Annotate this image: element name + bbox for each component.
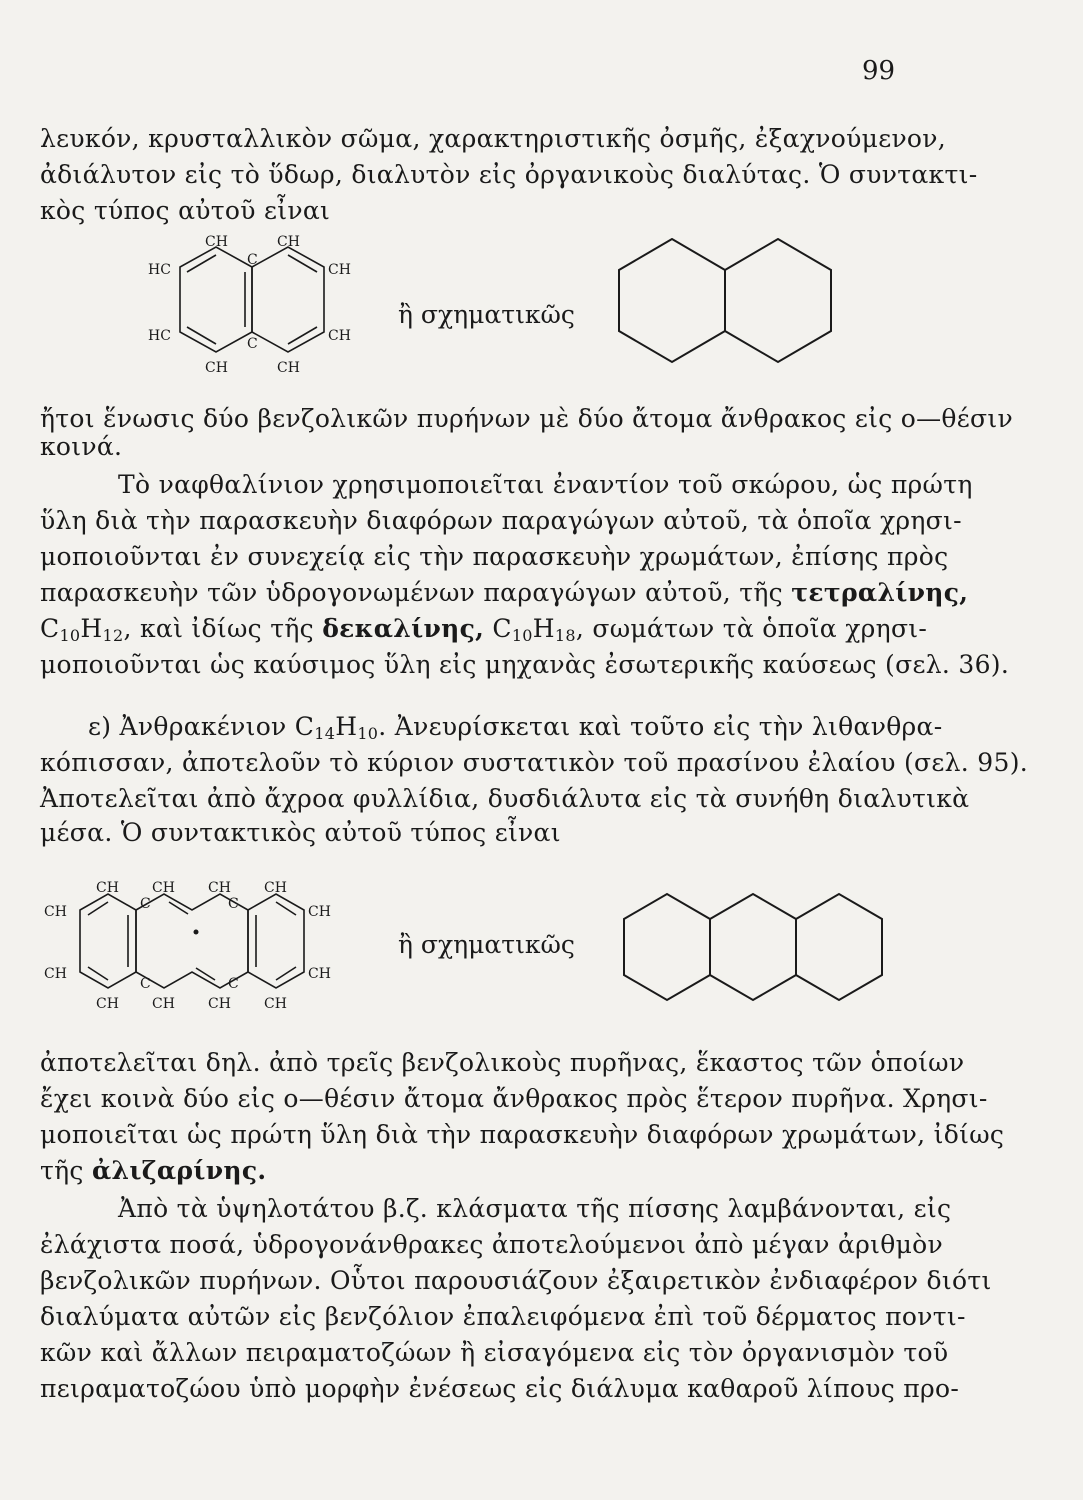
text-span: , σωμάτων τὰ ὁποῖα χρησι- [575, 614, 928, 643]
text-span: ἀδιάλυτον εἰς τὸ ὕδωρ, διαλυτὸν εἰς ὀργανικοὺς διαλύτας. Ὁ συντακτι- [40, 160, 978, 189]
schematic-label: ἢ σχηματικῶς [398, 930, 575, 959]
text-span: C [492, 614, 512, 643]
text-span: λευκόν, κρυσταλλικὸν σῶμα, χαρακτηριστικῆς ὀσμῆς, ἐξαχνούμενον, [40, 124, 947, 153]
text-span: βενζολικῶν πυρήνων. Οὗτοι παρουσιάζουν ἐξαιρετικὸν ἐνδιαφέρον διότι [40, 1266, 992, 1295]
text-line [40, 1048, 1040, 1077]
text-line [40, 196, 1040, 225]
atom-label: C [228, 976, 239, 992]
text-line [40, 1374, 1040, 1403]
atom-label: HC [148, 262, 171, 278]
text-line [88, 712, 1040, 741]
text-span: μοποιεῖται ὡς πρώτη ὕλη διὰ τὴν παρασκευὴν διαφόρων χρωμάτων, ἰδίως [40, 1120, 1005, 1149]
text-span: ὕλη διὰ τὴν παρασκευὴν διαφόρων παραγώγων αὐτοῦ, τὰ ὁποῖα χρησι- [40, 506, 962, 535]
text-span: μέσα. Ὁ συντακτικὸς αὐτοῦ τύπος εἶναι [40, 818, 561, 847]
atom-label: CH [44, 904, 67, 920]
text-span: H [532, 614, 555, 643]
subscript: 10 [357, 724, 379, 743]
text-line [40, 404, 1040, 433]
naphthalene-schematic-formula [580, 238, 870, 368]
text-line [40, 1230, 1040, 1259]
bold-term-alizarin: ἀλιζαρίνης. [91, 1156, 267, 1185]
atom-label: CH [44, 966, 67, 982]
text-span: Τὸ ναφθαλίνιον χρησιμοποιεῖται ἐναντίον τοῦ σκώρου, ὡς πρώτη [118, 470, 973, 499]
atom-label: C [140, 896, 151, 912]
atom-label: C [247, 336, 258, 352]
text-span: κὸς τύπος αὐτοῦ εἶναι [40, 196, 331, 225]
text-line [40, 818, 1040, 847]
subscript: 10 [511, 626, 533, 645]
text-span: . Ἀνευρίσκεται καὶ τοῦτο εἰς τὴν λιθανθρα- [378, 712, 943, 741]
text-span: H [335, 712, 358, 741]
text-line [40, 650, 1040, 679]
atom-label: CH [277, 234, 300, 250]
atom-label: CH [264, 880, 287, 896]
text-span: Ἀποτελεῖται ἀπὸ ἄχροα φυλλίδια, δυσδιάλυτα εἰς τὰ συνήθη διαλυτικὰ [40, 784, 970, 813]
text-line [40, 1302, 1040, 1331]
text-line [40, 784, 1040, 813]
text-line [40, 578, 1040, 607]
text-line [40, 614, 1040, 643]
schematic-label: ἢ σχηματικῶς [398, 300, 575, 329]
text-span: παρασκευὴν τῶν ὑδρογονωμένων παραγώγων αὐτοῦ, τῆς [40, 578, 783, 607]
subscript: 18 [554, 626, 576, 645]
anthracene-structural-formula [36, 872, 356, 1022]
text-span: διαλύματα αὐτῶν εἰς βενζόλιον ἐπαλειφόμενα ἐπὶ τοῦ δέρματος ποντι- [40, 1302, 966, 1331]
text-line [40, 1084, 1040, 1113]
text-span: μοποιοῦνται ἐν συνεχείᾳ εἰς τὴν παρασκευὴν χρωμάτων, ἐπίσης πρὸς [40, 542, 949, 571]
text-line [40, 1120, 1040, 1149]
atom-label: C [140, 976, 151, 992]
text-line [40, 542, 1040, 571]
atom-label: CH [205, 360, 228, 376]
text-span: Ἀπὸ τὰ ὑψηλοτάτου β.ζ. κλάσματα τῆς πίσσης λαμβάνονται, εἰς [118, 1194, 952, 1223]
atom-label: CH [308, 966, 331, 982]
subscript: 12 [102, 626, 124, 645]
text-span: , καὶ ἰδίως τῆς [123, 614, 314, 643]
text-span: πειραματοζώου ὑπὸ μορφὴν ἐνέσεως εἰς διάλυμα καθαροῦ λίπους προ- [40, 1374, 960, 1403]
text-line [40, 160, 1040, 189]
text-span: ε) Ἀνθρακένιον C [88, 712, 315, 741]
text-span: κοινά. [40, 432, 123, 461]
atom-label: CH [277, 360, 300, 376]
text-line [40, 1156, 1040, 1185]
text-line [118, 1194, 1040, 1223]
text-span: μοποιοῦνται ὡς καύσιμος ὕλη εἰς μηχανὰς ἐσωτερικῆς καύσεως (σελ. 36). [40, 650, 1010, 679]
text-span: τῆς [40, 1156, 84, 1185]
atom-label: HC [148, 328, 171, 344]
atom-label: CH [96, 996, 119, 1012]
text-line [40, 1338, 1040, 1367]
text-line [40, 748, 1040, 777]
subscript: 14 [314, 724, 336, 743]
text-span: ἤτοι ἕνωσις δύο βενζολικῶν πυρήνων μὲ δύο ἄτομα ἄνθρακος εἰς ο—θέσιν [40, 404, 1013, 433]
atom-label: CH [264, 996, 287, 1012]
text-span: κόπισσαν, ἀποτελοῦν τὸ κύριον συστατικὸν τοῦ πρασίνου ἐλαίου (σελ. 95). [40, 748, 1028, 777]
atom-label: C [247, 252, 258, 268]
text-span: κῶν καὶ ἄλλων πειραματοζώων ἢ εἰσαγόμενα εἰς τὸν ὀργανισμὸν τοῦ [40, 1338, 949, 1367]
atom-label: C [228, 896, 239, 912]
text-span: C [40, 614, 60, 643]
bold-term-tetralin: τετραλίνης, [791, 578, 969, 607]
anthracene-schematic-formula [614, 888, 894, 1008]
text-line [40, 506, 1040, 535]
atom-label: CH [328, 262, 351, 278]
bold-term-decalin: δεκαλίνης, [322, 614, 485, 643]
subscript: 10 [59, 626, 81, 645]
atom-label: CH [208, 996, 231, 1012]
text-line [40, 1266, 1040, 1295]
atom-label: CH [205, 234, 228, 250]
page-number: 99 [862, 56, 896, 86]
atom-label: CH [308, 904, 331, 920]
text-line [40, 124, 1040, 153]
atom-label: CH [152, 996, 175, 1012]
atom-label: CH [208, 880, 231, 896]
atom-label: CH [328, 328, 351, 344]
naphthalene-structural-formula [140, 232, 380, 382]
text-span: ἐλάχιστα ποσά, ὑδρογονάνθρακες ἀποτελούμενοι ἀπὸ μέγαν ἀριθμὸν [40, 1230, 944, 1259]
text-span: H [80, 614, 103, 643]
text-line [118, 470, 1040, 499]
text-span: ἔχει κοινὰ δύο εἰς ο—θέσιν ἄτομα ἄνθρακος πρὸς ἕτερον πυρῆνα. Χρησι- [40, 1084, 988, 1113]
text-line [40, 432, 1040, 461]
text-span: ἀποτελεῖται δηλ. ἀπὸ τρεῖς βενζολικοὺς πυρῆνας, ἕκαστος τῶν ὁποίων [40, 1048, 965, 1077]
atom-label: CH [152, 880, 175, 896]
atom-label: CH [96, 880, 119, 896]
